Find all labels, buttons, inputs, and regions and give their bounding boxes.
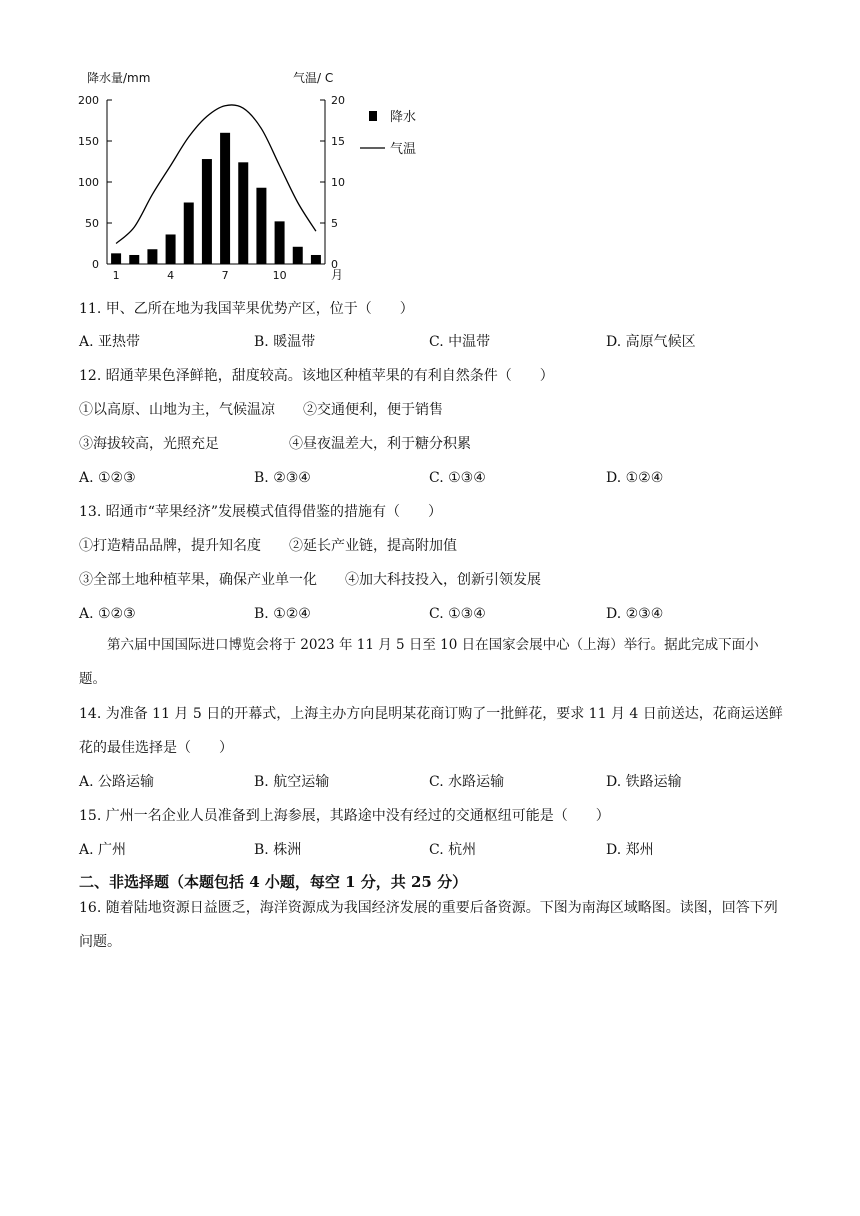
precip-bar — [275, 221, 285, 264]
left-tick-label: 0 — [92, 258, 99, 271]
question-12-item-line-2: ③海拔较高，光照充足 ④昼夜温差大，利于糖分积累 — [79, 436, 471, 452]
option-d[interactable]: D. 高原气候区 — [606, 334, 696, 350]
question-15-stem: 15. 广州一名企业人员准备到上海参展，其路途中没有经过的交通枢纽可能是（ ） — [79, 808, 610, 824]
option-d[interactable]: D. 郑州 — [606, 842, 654, 858]
question-13-stem: 13. 昭通市“苹果经济”发展模式值得借鉴的措施有（ ） — [79, 504, 443, 520]
option-d[interactable]: D. ②③④ — [606, 606, 664, 622]
left-tick-label: 100 — [78, 176, 99, 189]
precip-bar — [293, 247, 303, 264]
option-c[interactable]: C. 杭州 — [429, 842, 477, 858]
x-tick-label: 1 — [112, 269, 120, 282]
option-a[interactable]: A. ①②③ — [79, 606, 136, 622]
question-12-item-line-1: ①以高原、山地为主，气候温凉 ②交通便利，便于销售 — [79, 402, 443, 418]
precip-bar — [256, 188, 266, 264]
option-a[interactable]: A. ①②③ — [79, 470, 136, 486]
question-13-item-line-2: ③全部土地种植苹果，确保产业单一化 ④加大科技投入，创新引领发展 — [79, 572, 541, 588]
option-a[interactable]: A. 广州 — [79, 842, 127, 858]
precip-bar — [311, 255, 321, 264]
x-tick-label: 10 — [272, 269, 287, 282]
option-d[interactable]: D. 铁路运输 — [606, 774, 682, 790]
right-tick-label: 0 — [331, 258, 338, 271]
option-b[interactable]: B. 航空运输 — [254, 774, 330, 790]
section-heading-non-choice: 二、非选择题（本题包括 4 小题，每空 1 分，共 25 分） — [79, 873, 468, 891]
question-11-stem: 11. 甲、乙所在地为我国苹果优势产区，位于（ ） — [79, 301, 414, 317]
question-12-stem: 12. 昭通苹果色泽鲜艳，甜度较高。该地区种植苹果的有利自然条件（ ） — [79, 368, 554, 384]
x-tick-label: 7 — [221, 269, 229, 282]
precip-bar — [184, 203, 194, 265]
question-16-stem: 16. 随着陆地资源日益匮乏，海洋资源成为我国经济发展的重要后备资源。下图为南海区域略图。读图，回答下列问题。 — [79, 900, 778, 950]
left-tick-label: 150 — [78, 135, 99, 148]
precip-bar — [238, 162, 248, 264]
option-d[interactable]: D. ①②④ — [606, 470, 664, 486]
legend-line-label: 气温 — [390, 142, 417, 157]
option-a[interactable]: A. 亚热带 — [79, 334, 141, 350]
right-tick-label: 10 — [331, 176, 345, 189]
option-b[interactable]: B. 株洲 — [254, 842, 302, 858]
option-c[interactable]: C. 水路运输 — [429, 774, 505, 790]
question-14-stem: 14. 为准备 11 月 5 日的开幕式，上海主办方向昆明某花商订购了一批鲜花，要求 11 月 4 日前送达，花商运送鲜花的最佳选择是（ ） — [79, 706, 783, 756]
precip-bar — [129, 255, 139, 264]
right-axis-title: 气温/ C — [293, 71, 334, 85]
x-unit-label: 月 — [331, 268, 344, 282]
legend-bar-swatch — [369, 111, 377, 121]
material-intro: 第六届中国国际进口博览会将于 2023 年 11 月 5 日至 10 日在国家会展中心（上海）举行。据此完成下面小题。 — [79, 637, 759, 687]
question-13-item-line-1: ①打造精品品牌，提升知名度 ②延长产业链，提高附加值 — [79, 538, 457, 554]
precip-bar — [166, 234, 176, 264]
x-tick-label: 4 — [167, 269, 175, 282]
precip-bar — [111, 253, 121, 264]
right-tick-label: 5 — [331, 217, 338, 230]
option-c[interactable]: C. ①③④ — [429, 606, 486, 622]
precip-bar — [220, 133, 230, 264]
precip-bar — [202, 159, 212, 264]
climate-chart — [60, 60, 440, 285]
right-tick-label: 20 — [331, 94, 345, 107]
temperature-line — [116, 105, 316, 244]
right-tick-label: 15 — [331, 135, 345, 148]
option-b[interactable]: B. ①②④ — [254, 606, 311, 622]
option-c[interactable]: C. ①③④ — [429, 470, 486, 486]
precip-bar — [147, 249, 157, 264]
option-b[interactable]: B. ②③④ — [254, 470, 311, 486]
option-a[interactable]: A. 公路运输 — [79, 774, 155, 790]
left-tick-label: 50 — [85, 217, 99, 230]
option-c[interactable]: C. 中温带 — [429, 334, 491, 350]
option-b[interactable]: B. 暖温带 — [254, 334, 316, 350]
left-axis-title: 降水量/mm — [87, 71, 151, 85]
legend-bar-label: 降水 — [390, 110, 417, 125]
left-tick-label: 200 — [78, 94, 99, 107]
